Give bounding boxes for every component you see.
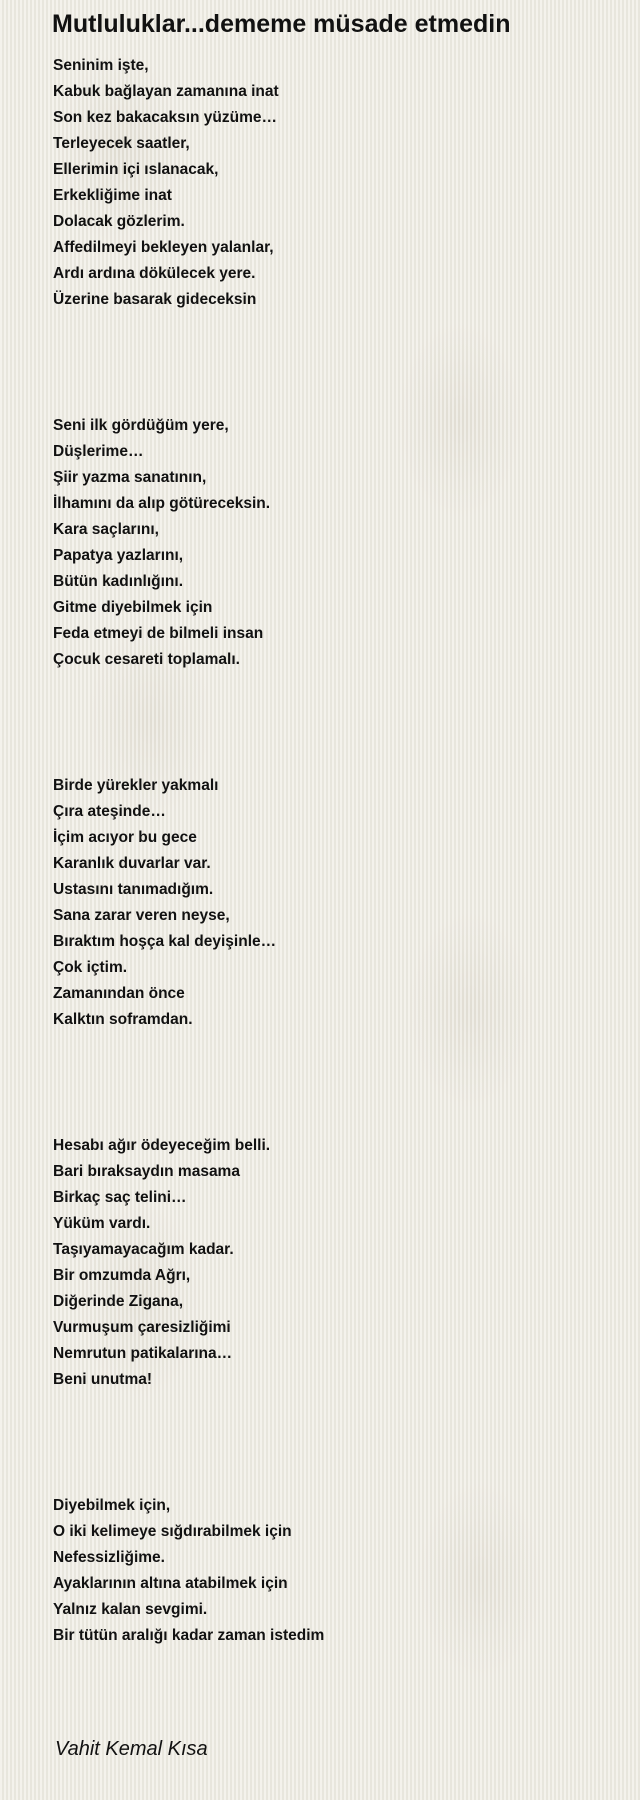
poem-line: Papatya yazlarını,	[53, 547, 184, 564]
poem-line: Düşlerime…	[53, 443, 144, 460]
poem-line: Çocuk cesareti toplamalı.	[53, 651, 240, 668]
poem-line: Diğerinde Zigana,	[53, 1293, 184, 1310]
poem-line: Çok içtim.	[53, 959, 128, 976]
poem-line: Bıraktım hoşça kal deyişinle…	[53, 933, 277, 950]
poem-line: Gitme diyebilmek için	[53, 599, 213, 616]
poem-line: Taşıyamayacağım kadar.	[53, 1241, 234, 1258]
poem-line: Nemrutun patikalarına…	[53, 1345, 233, 1362]
poem-line: Affedilmeyi bekleyen yalanlar,	[53, 239, 274, 256]
poem-line: Feda etmeyi de bilmeli insan	[53, 625, 264, 642]
stanza-1	[53, 53, 613, 313]
poem-line: Yalnız kalan sevgimi.	[53, 1601, 208, 1618]
poem-line: Şiir yazma sanatının,	[53, 469, 207, 486]
poem-line: Bütün kadınlığını.	[53, 573, 184, 590]
stanza-3	[53, 773, 613, 1033]
poem-line: Ustasını tanımadığım.	[53, 881, 214, 898]
stanza-5	[53, 1493, 613, 1649]
poem-line: Ardı ardına dökülecek yere.	[53, 265, 256, 282]
stanza-2	[53, 413, 613, 673]
poem-title: Mutluluklar...dememe müsade etmedin	[52, 10, 511, 38]
poem-line: Son kez bakacaksın yüzüme…	[53, 109, 277, 126]
poem-line: Zamanından önce	[53, 985, 185, 1002]
poem-line: Bir omzumda Ağrı,	[53, 1267, 191, 1284]
poem-line: Hesabı ağır ödeyeceğim belli.	[53, 1137, 271, 1154]
poem-line: Seninim işte,	[53, 57, 149, 74]
poem-line: Birkaç saç telini…	[53, 1189, 187, 1206]
poem-line: Vurmuşum çaresizliğimi	[53, 1319, 231, 1336]
poem-line: İlhamını da alıp götüreceksin.	[53, 495, 271, 512]
poem-line: Ayaklarının altına atabilmek için	[53, 1575, 288, 1592]
poem-line: Dolacak gözlerim.	[53, 213, 185, 230]
poem-line: Yüküm vardı.	[53, 1215, 151, 1232]
poem-line: Bir tütün aralığı kadar zaman istedim	[53, 1627, 325, 1644]
poem-body	[53, 53, 613, 1649]
poem-line: Ellerimin içi ıslanacak,	[53, 161, 219, 178]
poem-line: Kabuk bağlayan zamanına inat	[53, 83, 279, 100]
poem-line: Bari bıraksaydın masama	[53, 1163, 240, 1180]
poem-line: Terleyecek saatler,	[53, 135, 190, 152]
poem-line: Seni ilk gördüğüm yere,	[53, 417, 229, 434]
poem-line: Nefessizliğime.	[53, 1549, 165, 1566]
author-name: Vahit Kemal Kısa	[55, 1738, 208, 1760]
poem-line: Beni unutma!	[53, 1371, 153, 1388]
poem-line: Erkekliğime inat	[53, 187, 172, 204]
poem-line: Birde yürekler yakmalı	[53, 777, 219, 794]
poem-line: İçim acıyor bu gece	[53, 829, 197, 846]
poem-line: Kalktın soframdan.	[53, 1011, 193, 1028]
poem-line: Diyebilmek için,	[53, 1497, 171, 1514]
poem-line: Çıra ateşinde…	[53, 803, 166, 820]
poem-line: Sana zarar veren neyse,	[53, 907, 230, 924]
poem-line: Kara saçlarını,	[53, 521, 159, 538]
stanza-4	[53, 1133, 613, 1393]
poem-line: Karanlık duvarlar var.	[53, 855, 211, 872]
poem-line: O iki kelimeye sığdırabilmek için	[53, 1523, 292, 1540]
poem-line: Üzerine basarak gideceksin	[53, 291, 257, 308]
